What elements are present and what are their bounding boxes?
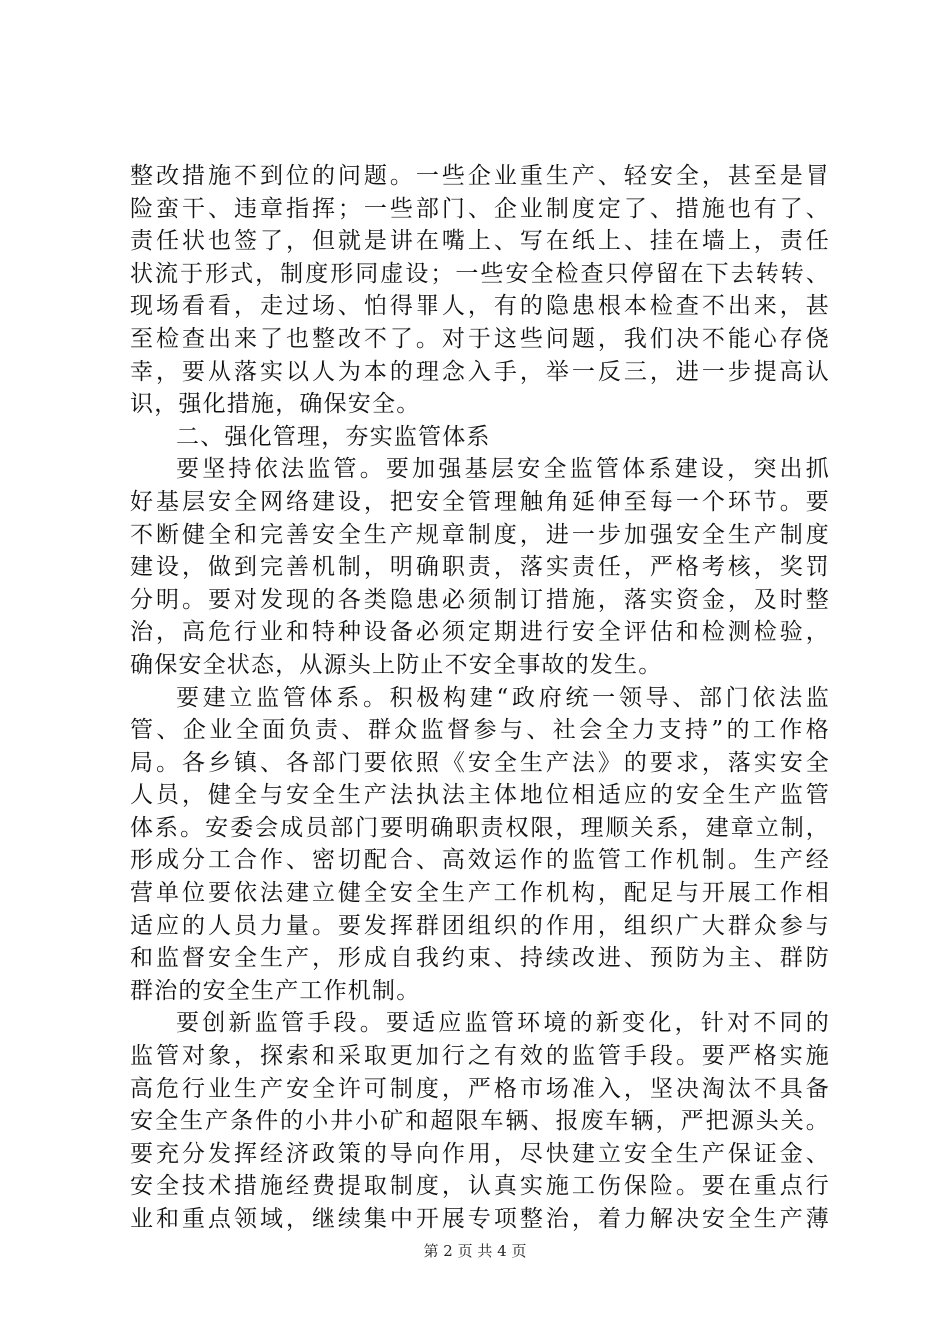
text-line: 高危行业生产安全许可制度，严格市场准入，坚决淘汰不具备 xyxy=(130,1075,830,1102)
text-line: 监管对象，探索和采取更加行之有效的监管手段。要严格实施 xyxy=(130,1043,830,1070)
text-line: 好基层安全网络建设，把安全管理触角延伸至每一个环节。要 xyxy=(130,488,830,515)
text-line: 现场看看，走过场、怕得罪人，有的隐患根本检查不出来，甚 xyxy=(130,293,830,320)
text-line: 局。各乡镇、各部门要依照《安全生产法》的要求，落实安全 xyxy=(130,749,830,776)
text-line: 幸，要从落实以人为本的理念入手，举一反三，进一步提高认 xyxy=(130,358,830,385)
text-line: 和监督安全生产，形成自我约束、持续改进、预防为主、群防 xyxy=(130,945,830,972)
text-line: 险蛮干、违章指挥；一些部门、企业制度定了、措施也有了、 xyxy=(130,195,830,222)
text-line: 整改措施不到位的问题。一些企业重生产、轻安全，甚至是冒 xyxy=(130,163,830,189)
text-line: 管、企业全面负责、群众监督参与、社会全力支持”的工作格 xyxy=(130,717,830,744)
text-line: 安全技术措施经费提取制度，认真实施工伤保险。要在重点行 xyxy=(130,1173,830,1200)
text-line: 二、强化管理，夯实监管体系 xyxy=(176,423,491,450)
text-line: 形成分工合作、密切配合、高效运作的监管工作机制。生产经 xyxy=(130,847,830,874)
text-line: 人员，健全与安全生产法执法主体地位相适应的安全生产监管 xyxy=(130,782,830,809)
text-line: 体系。安委会成员部门要明确职责权限，理顺关系，建章立制， xyxy=(130,814,830,841)
text-line: 群治的安全生产工作机制。 xyxy=(130,977,421,1004)
body-text xyxy=(130,160,830,1236)
text-line: 建设，做到完善机制，明确职责，落实责任，严格考核，奖罚 xyxy=(130,554,830,581)
text-line: 营单位要依法建立健全安全生产工作机构，配足与开展工作相 xyxy=(130,880,830,907)
text-line: 状流于形式，制度形同虚设；一些安全检查只停留在下去转转、 xyxy=(130,260,830,287)
text-line: 治，高危行业和特种设备必须定期进行安全评估和检测检验， xyxy=(130,619,830,646)
text-line: 责任状也签了，但就是讲在嘴上、写在纸上、挂在墙上，责任 xyxy=(130,228,830,255)
text-line: 要建立监管体系。积极构建“政府统一领导、部门依法监 xyxy=(176,684,830,711)
text-line: 要创新监管手段。要适应监管环境的新变化，针对不同的 xyxy=(176,1010,830,1037)
page-footer: 第 2 页 共 4 页 xyxy=(423,1242,527,1260)
text-line: 适应的人员力量。要发挥群团组织的作用，组织广大群众参与 xyxy=(130,912,830,939)
text-line: 确保安全状态，从源头上防止不安全事故的发生。 xyxy=(130,651,663,678)
text-line: 要充分发挥经济政策的导向作用，尽快建立安全生产保证金、 xyxy=(130,1140,830,1167)
text-line: 分明。要对发现的各类隐患必须制订措施，落实资金，及时整 xyxy=(130,586,830,613)
text-line: 识，强化措施，确保安全。 xyxy=(130,391,421,418)
text-line: 不断健全和完善安全生产规章制度，进一步加强安全生产制度 xyxy=(130,521,830,548)
text-line: 至检查出来了也整改不了。对于这些问题，我们决不能心存侥 xyxy=(130,325,830,352)
text-line: 业和重点领域，继续集中开展专项整治，着力解决安全生产薄 xyxy=(130,1206,830,1232)
text-line: 安全生产条件的小井小矿和超限车辆、报废车辆，严把源头关。 xyxy=(130,1108,830,1135)
text-line: 要坚持依法监管。要加强基层安全监管体系建设，突出抓 xyxy=(176,456,830,483)
